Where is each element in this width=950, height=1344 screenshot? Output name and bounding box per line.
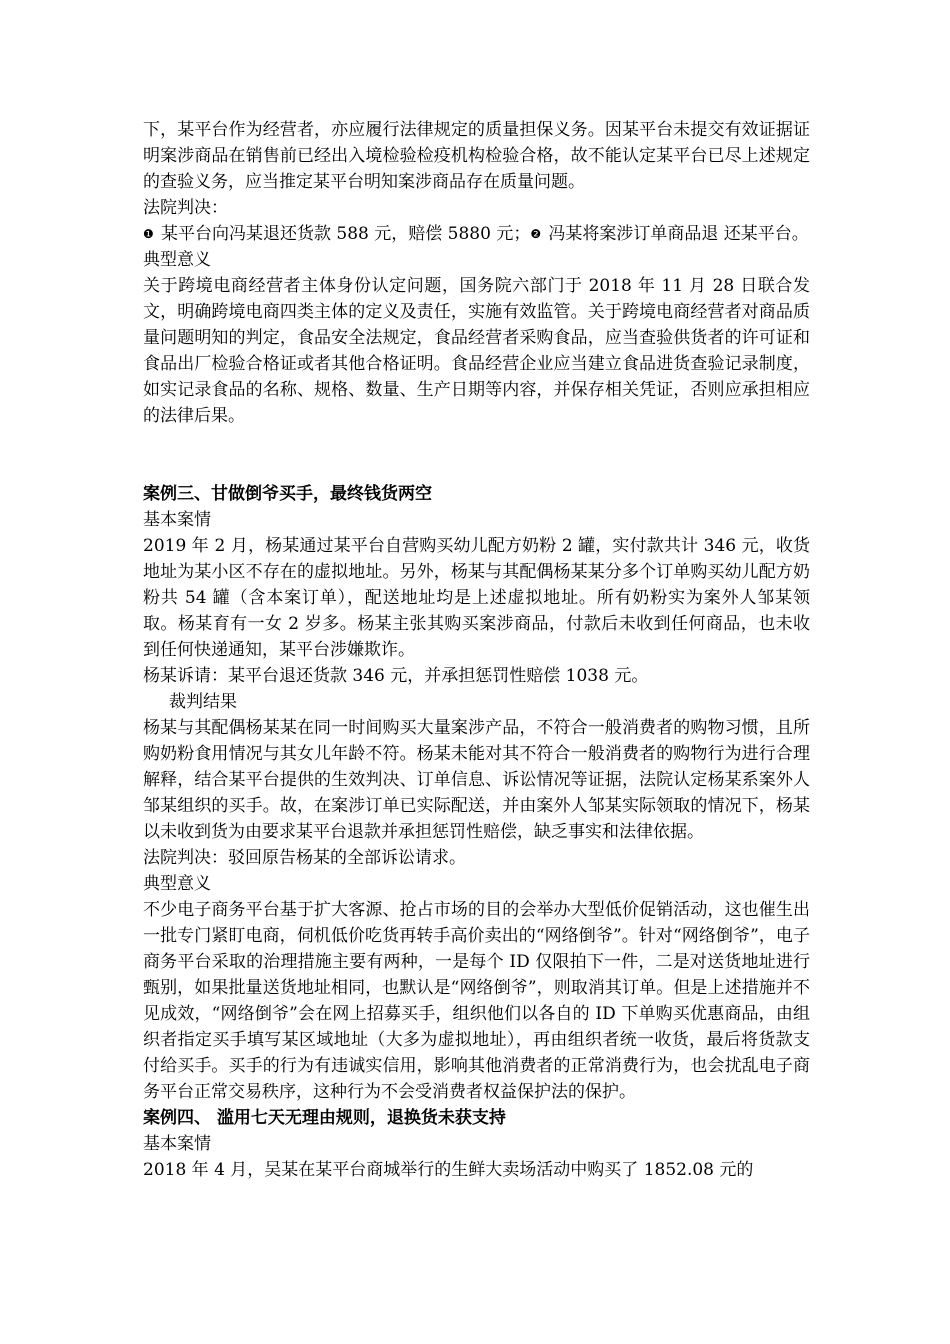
bullet-2: ❷ [530, 227, 542, 241]
case4-basic-text: 2018 年 4 月，吴某在某平台商城举行的生鲜大卖场活动中购买了 1852.08 元的 [143, 1160, 754, 1180]
case3-significance-label: 典型意义 [143, 874, 211, 894]
case2-reasoning-paragraph: 下，某平台作为经营者，亦应履行法律规定的质量担保义务。因某平台未提交有效证据证明案涉商品在销售前已经出入境检验检疫机构检验合格，故不能认定某平台已尽上述规定的查验义务，应当推定某平台明知案涉商品存在质量问题。 [143, 120, 810, 192]
case3-significance-text: 不少电子商务平台基于扩大客源、抢占市场的目的会举办大型低价促销活动，这也催生出一批专门紧盯电商，伺机低价吃货再转手高价卖出的“网络倒爷”。针对“网络倒爷”，电子商务平台采取的治理措施主要有两种，一是每个 ID 仅限拍下一件，二是对送货地址进行甄别，如果批量送货地址相同，也默认是“网络倒爷”，则取消其订单。但是上述措施并不见成效，“网络倒爷”会在网上招募买手，组织他们以各自的 ID 下单购买优惠商品，由组织者指定买手填写某区域地址（大多为虚拟地址），再由组织者统一收货，最后将货款支付给买手。买手的行为有违诚实信用，影响其他消费者的正常消费行为，也会扰乱电子商务平台正常交易秩序，这种行为不会受消费者权益保护法的保护。 [143, 900, 810, 1102]
case3-result-text: 杨某与其配偶杨某某在同一时间购买大量案涉产品，不符合一般消费者的购物习惯，且所购奶粉食用情况与其女儿年龄不符。杨某未能对其不符合一般消费者的购物行为进行合理解释，结合某平台提供的生效判决、订单信息、诉讼情况等证据，法院认定杨某系案外人邹某组织的买手。故，在案涉订单已实际配送，并由案外人邹某实际领取的情况下，杨某以未收到货为由要求某平台退款并承担惩罚性赔偿，缺乏事实和法律依据。 [143, 718, 810, 842]
case4-title: 案例四、 滥用七天无理由规则，退换货未获支持 [143, 1108, 506, 1128]
case2-significance-text: 关于跨境电商经营者主体身份认定问题，国务院六部门于 2018 年 11 月 28 日联合发文，明确跨境电商四类主体的定义及责任，实施有效监管。关于跨境电商经营者对商品质量问题明知的判定，食品安全法规定，食品经营者采购食品，应当查验供货者的许可证和食品出厂检验合格证或者其他合格证明。食品经营企业应当建立食品进货查验记录制度，如实记录食品的名称、规格、数量、生产日期等内容，并保存相关凭证，否则应承担相应的法律后果。 [143, 276, 810, 426]
section-gap [143, 429, 810, 481]
bullet-1: ❶ [143, 227, 154, 241]
case3-basic-text: 2019 年 2 月，杨某通过某平台自营购买幼儿配方奶粉 2 罐，实付款共计 346 元，收货地址为某小区不存在的虚拟地址。另外，杨某与其配偶杨某某分多个订单购买幼儿配方奶粉共 54 罐（含本案订单），配送地址均是上述虚拟地址。所有奶粉实为案外人邹某领取。杨某育有一女 2 岁多。杨某主张其购买案涉商品，付款后未收到任何商品，也未收到任何快递通知，某平台涉嫌欺诈。 [143, 536, 810, 660]
case2-ruling-label: 法院判决： [143, 198, 228, 218]
case3-claim: 杨某诉请：某平台退还货款 346 元，并承担惩罚性赔偿 1038 元。 [143, 666, 649, 686]
case2-ruling-items [143, 221, 810, 247]
case3-title: 案例三、甘做倒爷买手，最终钱货两空 [143, 484, 432, 504]
case3-basic-label: 基本案情 [143, 510, 211, 530]
case3-ruling: 法院判决：驳回原告杨某的全部诉讼请求。 [143, 848, 466, 868]
ruling-item-1: 某平台向冯某退还货款 588 元，赔偿 5880 元； [161, 224, 531, 244]
case3-result-label: 裁判结果 [169, 692, 237, 712]
case2-significance-label: 典型意义 [143, 250, 211, 270]
case4-basic-label: 基本案情 [143, 1134, 211, 1154]
ruling-item-2: 冯某将案涉订单商品退 还某平台。 [548, 224, 809, 244]
